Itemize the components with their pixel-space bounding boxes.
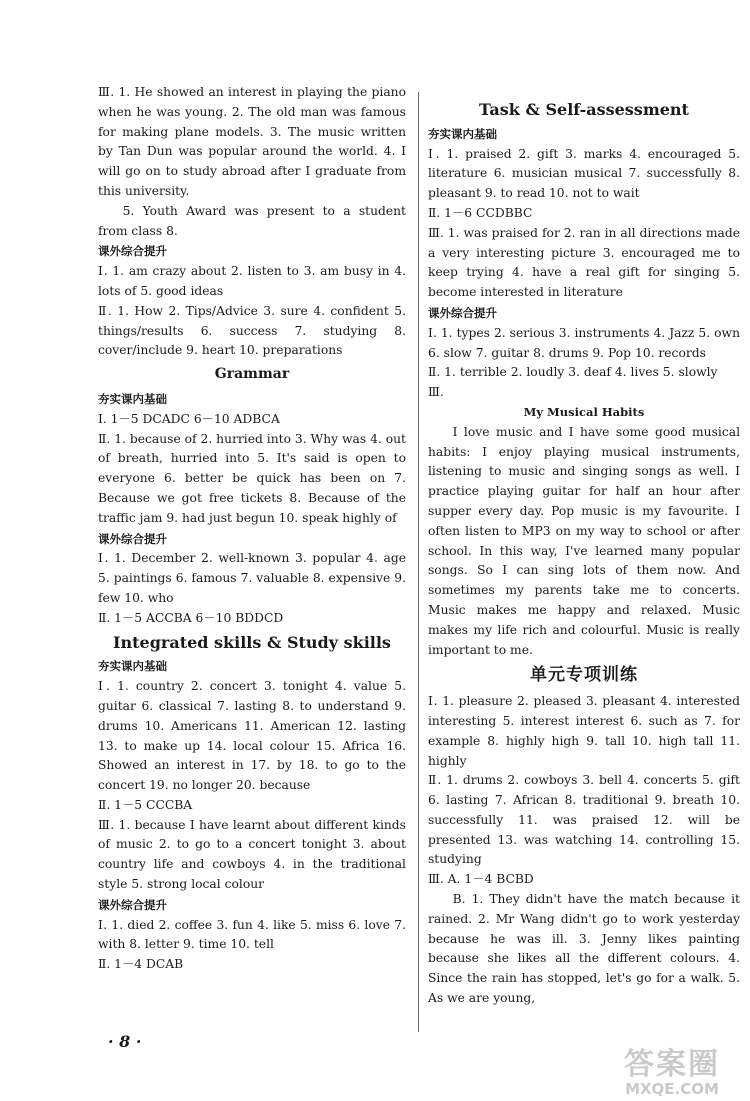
answer-line: Ⅲ.	[428, 385, 444, 400]
subsection-heading: 课外综合提升	[98, 897, 167, 912]
subsection-heading: 课外综合提升	[98, 244, 167, 259]
answer-line: Ⅰ. 1. pleasure 2. pleased 3. pleasant 4. interested interesting 5. interest interest 6. such as 7. for example 8. highly high 9. tall 10. high tall 11. highly	[428, 694, 740, 768]
page-number: · 8 ·	[108, 1032, 142, 1051]
essay-title: My Musical Habits	[523, 404, 645, 419]
answer-line: Ⅱ. 1. terrible 2. loudly 3. deaf 4. lives 5. slowly	[428, 365, 718, 380]
answer-line: Ⅱ. 1－5 ACCBA 6－10 BDDCD	[98, 610, 284, 625]
answer-line: Ⅰ. 1. am crazy about 2. listen to 3. am busy in 4. lots of 5. good ideas	[98, 264, 406, 298]
section-heading: Integrated skills & Study skills	[113, 632, 391, 652]
left-column	[98, 83, 406, 975]
subsection-heading: 课外综合提升	[98, 531, 167, 546]
column-divider	[418, 92, 419, 1032]
answer-line: Ⅱ. 1. How 2. Tips/Advice 3. sure 4. confident 5. things/results 6. success 7. studying 8. cover/include 9. heart 10. preparations	[98, 303, 406, 358]
answer-line: Ⅱ. 1－6 CCDBBC	[428, 205, 533, 220]
answer-paragraph: 5. Youth Award was present to a student from class 8.	[98, 203, 406, 238]
subsection-heading: 夯实课内基础	[428, 126, 497, 141]
right-column	[428, 96, 740, 1009]
answer-line: Ⅲ. 1. He showed an interest in playing the piano when he was young. 2. The old man was famous for making plane models. 3. The music written by Tan Dun was popular around the world. 4. I will go on to study abroad after I graduate from this university.	[98, 85, 406, 198]
answer-line: Ⅰ. 1. types 2. serious 3. instruments 4. Jazz 5. own 6. slow 7. guitar 8. drums 9. Pop 10. records	[428, 325, 740, 360]
answer-line: Ⅱ. 1－5 CCCBA	[98, 797, 193, 812]
section-heading: Task & Self-assessment	[479, 100, 689, 119]
answer-line: Ⅲ. A. 1－4 BCBD	[428, 872, 534, 887]
answer-line: Ⅰ. 1. country 2. concert 3. tonight 4. value 5. guitar 6. classical 7. lasting 8. to understand 9. drums 10. Americans 11. American 12. lasting 13. to make up 14. local colour 15. Africa 16. Showed an interest in 17. by 18. to go to the concert 19. no longer 20. because	[98, 679, 406, 793]
answer-line: Ⅰ. 1. died 2. coffee 3. fun 4. like 5. miss 6. love 7. with 8. letter 9. time 10. tell	[98, 917, 406, 952]
answer-line: Ⅲ. 1. was praised for 2. ran in all directions made a very interesting picture 3. encouraged me to keep trying 4. have a real gift for singing 5. become interested in literature	[428, 225, 740, 300]
watermark-logo	[602, 1049, 742, 1097]
answer-line: Ⅰ. 1. December 2. well-known 3. popular 4. age 5. paintings 6. famous 7. valuable 8. expensive 9. few 10. who	[98, 551, 406, 605]
watermark-text: 答案圈	[624, 1047, 720, 1082]
watermark-url: MXQE.COM	[625, 1080, 719, 1098]
answer-line: Ⅱ. 1. because of 2. hurried into 3. Why was 4. out of breath, hurried into 5. It's said is open to everyone 6. better be quick has been on 7. Because we got free tickets 8. Because of the traffic jam 9. had just begun 10. speak highly of	[98, 431, 406, 525]
subsection-heading: 夯实课内基础	[98, 659, 167, 674]
answer-line: Ⅱ. 1. drums 2. cowboys 3. bell 4. concerts 5. gift 6. lasting 7. African 8. traditional 9. breath 10. successfully 11. was praised 12. will be presented 13. was watching 14. controlling 15. studying	[428, 773, 740, 867]
answer-line: Ⅰ. 1. praised 2. gift 3. marks 4. encouraged 5. literature 6. musician musical 7. successfully 8. pleasant 9. to read 10. not to wait	[428, 146, 740, 201]
section-heading: Grammar	[214, 366, 290, 383]
answer-line: Ⅰ. 1－5 DCADC 6－10 ADBCA	[98, 411, 280, 426]
section-heading: 单元专项训练	[530, 665, 638, 686]
subsection-heading: 夯实课内基础	[98, 391, 167, 406]
answer-line: Ⅱ. 1－4 DCAB	[98, 957, 184, 972]
subsection-heading: 课外综合提升	[428, 305, 497, 320]
answer-paragraph: B. 1. They didn't have the match because it rained. 2. Mr Wang didn't go to work yesterday because he was ill. 3. Jenny likes painting because she likes all the different colours. 4. Since the rain has stopped, let's go for a walk. 5. As we are young,	[428, 892, 740, 1006]
answer-paragraph: I love music and I have some good musical habits: I enjoy playing musical instruments, listening to music and singing songs as well. I practice playing guitar for half an hour after supper every day. Pop music is my favourite. I often listen to MP3 on my way to school or after school. In this way, I've learned many popular songs. So I can sing lots of them now. And sometimes my parents take me to concerts. Music makes me happy and relaxed. Music makes my life rich and colourful. Music is really important to me.	[428, 424, 740, 657]
answer-line: Ⅲ. 1. because I have learnt about different kinds of music 2. to go to a concert tonight 3. about country life and cowboys 4. in the traditional style 5. strong local colour	[98, 817, 406, 892]
